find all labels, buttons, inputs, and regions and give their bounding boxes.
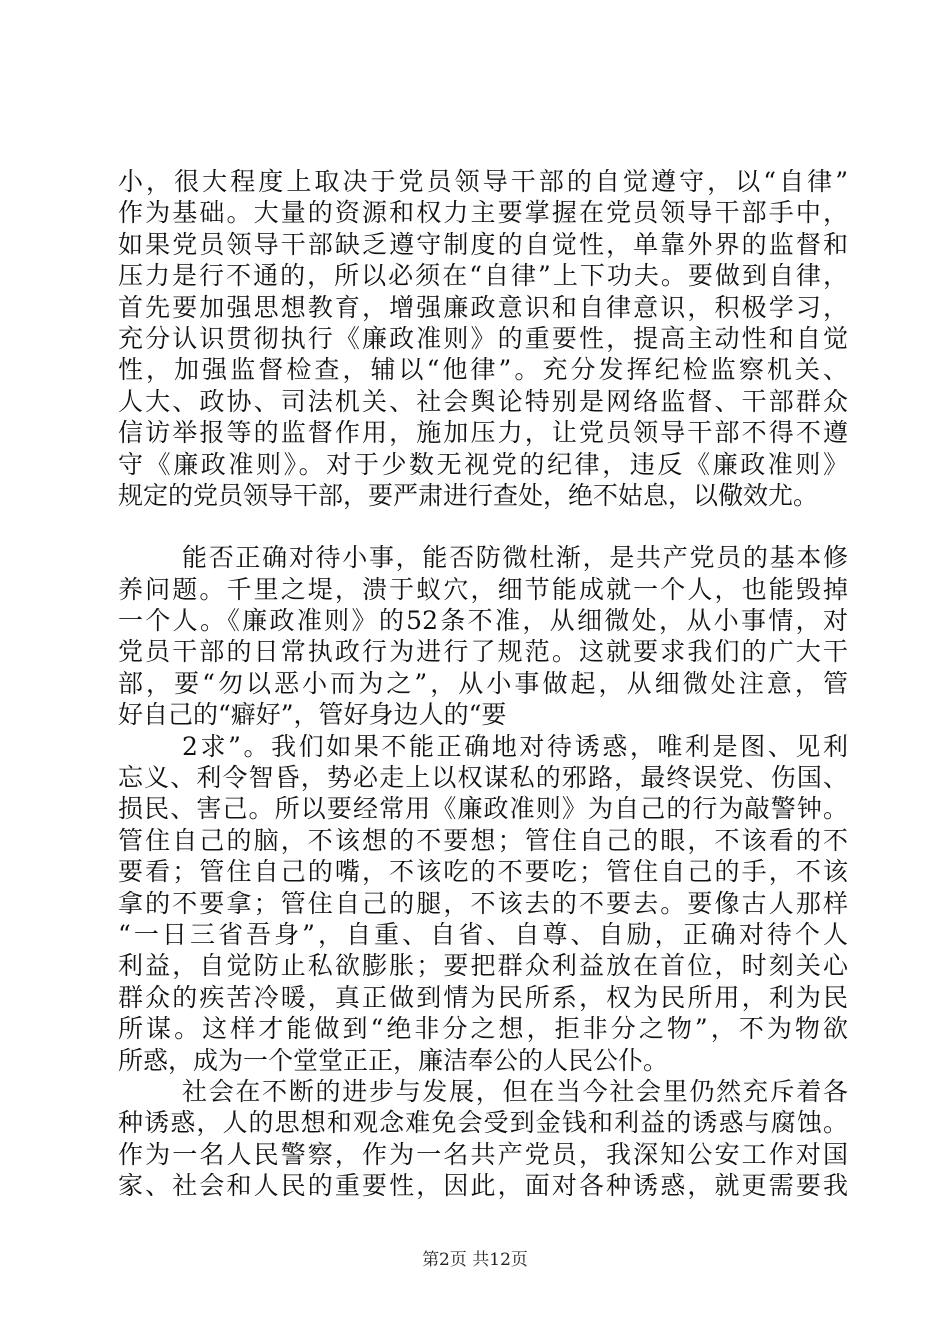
paragraph-discipline	[118, 166, 848, 511]
text-line: 一个人。《廉政准则》的52条不准，从细微处，从小事情，对	[118, 606, 848, 636]
text-line: 首先要加强思想教育，增强廉政意识和自律意识，积极学习，	[118, 292, 848, 322]
text-line: 人大、政协、司法机关、社会舆论特别是网络监督、干部群众	[118, 386, 848, 416]
text-line: 好自己的“癖好”，管好身边人的“要	[118, 700, 507, 730]
text-line: 所惑，成为一个堂堂正正，廉洁奉公的人民公仆。	[118, 1045, 669, 1075]
text-line: 作为基础。大量的资源和权力主要掌握在党员领导干部手中，	[118, 198, 848, 228]
text-line: 管住自己的脑，不该想的不要想；管住自己的眼，不该看的不	[118, 825, 848, 855]
text-line: 拿的不要拿；管住自己的腿，不该去的不要去。要像古人那样	[118, 888, 848, 918]
text-line: 作为一名人民警察，作为一名共产党员，我深知公安工作对国	[118, 1139, 848, 1169]
text-line: 损民、害己。所以要经常用《廉政准则》为自己的行为敲警钟。	[118, 794, 848, 824]
text-line: 要看；管住自己的嘴，不该吃的不要吃；管住自己的手，不该	[118, 857, 848, 887]
paragraph-small-matters	[118, 542, 848, 730]
text-line: 部，要“勿以恶小而为之”，从小事做起，从细微处注意，管	[118, 668, 848, 698]
paragraph-gap	[118, 511, 848, 542]
text-line: 忘义、利令智昏，势必走上以权谋私的邪路，最终误党、伤国、	[118, 763, 848, 793]
text-line: “一日三省吾身”，自重、自省、自尊、自励，正确对待个人	[118, 919, 848, 949]
text-line: 充分认识贯彻执行《廉政准则》的重要性，提高主动性和自觉	[118, 323, 848, 353]
text-line: 社会在不断的进步与发展，但在当今社会里仍然充斥着各	[182, 1076, 848, 1106]
text-line: 性，加强监督检查，辅以“他律”。充分发挥纪检监察机关、	[118, 355, 848, 385]
paragraph-police-officer	[118, 1076, 848, 1202]
text-line: 规定的党员领导干部，要严肃进行查处，绝不姑息，以儆效尤。	[118, 480, 819, 510]
text-line: 小，很大程度上取决于党员领导干部的自觉遵守，以“自律”	[118, 167, 848, 196]
page-number-footer: 第2页 共12页	[422, 1250, 528, 1270]
document-body	[118, 166, 848, 1202]
text-line: 家、社会和人民的重要性，因此，面对各种诱惑，就更需要我	[118, 1171, 848, 1201]
text-line: 信访举报等的监督作用，施加压力，让党员领导干部不得不遵	[118, 418, 848, 448]
paragraph-temptation	[118, 731, 848, 1076]
text-line: 守《廉政准则》。对于少数无视党的纪律，违反《廉政准则》	[118, 449, 848, 479]
text-line: 压力是行不通的，所以必须在“自律”上下功夫。要做到自律，	[118, 261, 848, 291]
text-line: 如果党员领导干部缺乏遵守制度的自觉性，单靠外界的监督和	[118, 229, 848, 259]
text-line: 利益，自觉防止私欲膨胀；要把群众利益放在首位，时刻关心	[118, 951, 848, 981]
text-line: 所谋。这样才能做到“绝非分之想，拒非分之物”，不为物欲	[118, 1014, 848, 1044]
text-line: 能否正确对待小事，能否防微杜渐，是共产党员的基本修	[182, 543, 848, 573]
text-line: 种诱惑，人的思想和观念难免会受到金钱和利益的诱惑与腐蚀。	[118, 1108, 848, 1138]
text-line: 养问题。千里之堤，溃于蚁穴，细节能成就一个人，也能毁掉	[118, 574, 848, 604]
text-line: 2求”。我们如果不能正确地对待诱惑，唯利是图、见利	[182, 731, 848, 761]
text-line: 党员干部的日常执政行为进行了规范。这就要求我们的广大干	[118, 637, 848, 667]
text-line: 群众的疾苦冷暖，真正做到情为民所系，权为民所用，利为民	[118, 982, 848, 1012]
